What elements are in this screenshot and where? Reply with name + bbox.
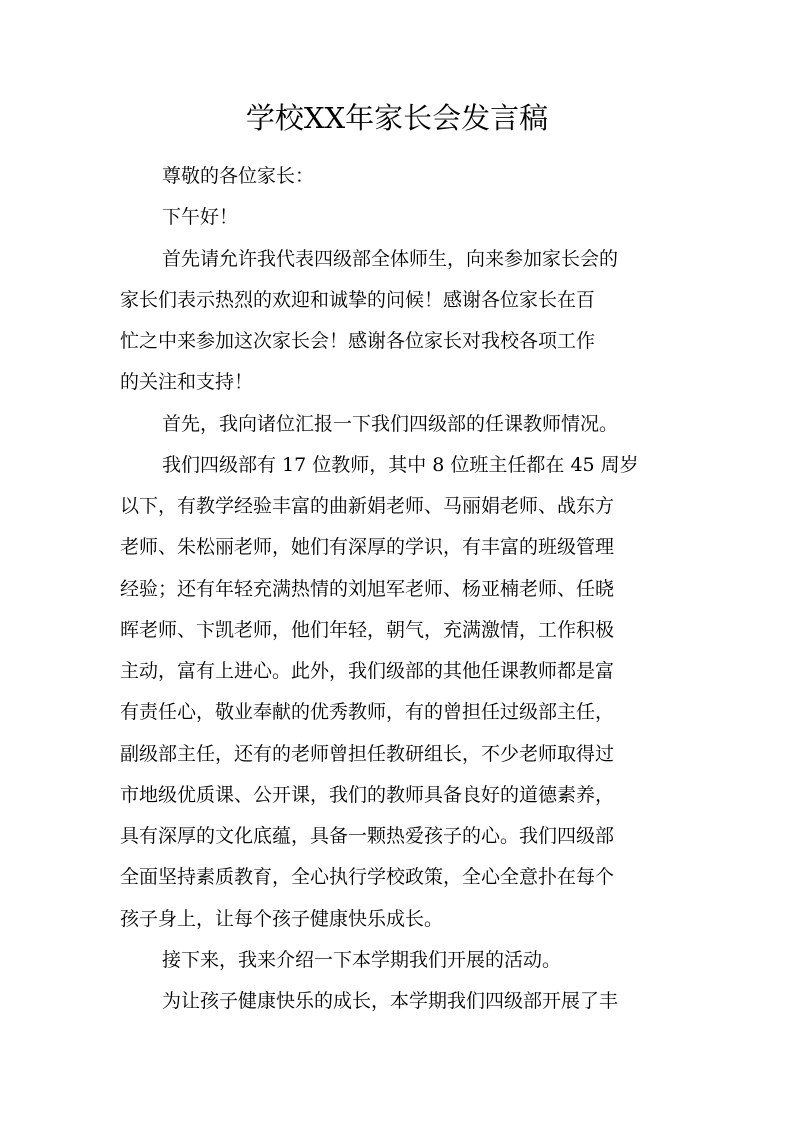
text-line: 尊敬的各位家长： <box>162 165 315 187</box>
text-line: 经验；还有年轻充满热情的刘旭军老师、杨亚楠老师、任晓 <box>120 577 615 600</box>
text-line: 我们四级部有 17 位教师，其中 8 位班主任都在 45 周岁 <box>162 453 639 476</box>
text-line: 家长们表示热烈的欢迎和诚挚的问候！感谢各位家长在百 <box>120 288 596 311</box>
text-line: 全面坚持素质教育，全心执行学校政策，全心全意扑在每个 <box>120 866 615 889</box>
text-line: 忙之中来参加这次家长会！感谢各位家长对我校各项工作 <box>120 330 596 352</box>
text-line: 首先，我向诸位汇报一下我们四级部的任课教师情况。 <box>162 412 619 435</box>
document-body <box>120 156 680 1022</box>
document-title: 学校XX年家长会发言稿 <box>245 101 549 135</box>
text-line: 为让孩子健康快乐的成长，本学期我们四级部开展了丰 <box>162 990 619 1012</box>
text-line: 接下来，我来介绍一下本学期我们开展的活动。 <box>162 948 562 971</box>
text-line: 市地级优质课、公开课，我们的教师具备良好的道德素养， <box>120 783 615 806</box>
text-line: 有责任心，敬业奉献的优秀教师，有的曾担任过级部主任， <box>120 701 615 724</box>
text-line: 老师、朱松丽老师，她们有深厚的学识，有丰富的班级管理 <box>120 536 615 559</box>
text-line: 具有深厚的文化底蕴，具备一颗热爱孩子的心。我们四级部 <box>120 825 615 847</box>
text-line: 副级部主任，还有的老师曾担任教研组长，不少老师取得过 <box>120 742 615 765</box>
text-line: 孩子身上，让每个孩子健康快乐成长。 <box>120 907 444 930</box>
text-line: 晖老师、卞凯老师，他们年轻，朝气，充满激情，工作积极 <box>120 618 615 641</box>
text-line: 以下，有教学经验丰富的曲新娟老师、马丽娟老师、战东方 <box>120 495 615 517</box>
text-line: 主动，富有上进心。此外，我们级部的其他任课教师都是富 <box>120 660 615 682</box>
text-line: 首先请允许我代表四级部全体师生，向来参加家长会的 <box>162 247 619 270</box>
text-line: 下午好！ <box>162 206 239 229</box>
text-line: 的关注和支持！ <box>120 371 254 394</box>
